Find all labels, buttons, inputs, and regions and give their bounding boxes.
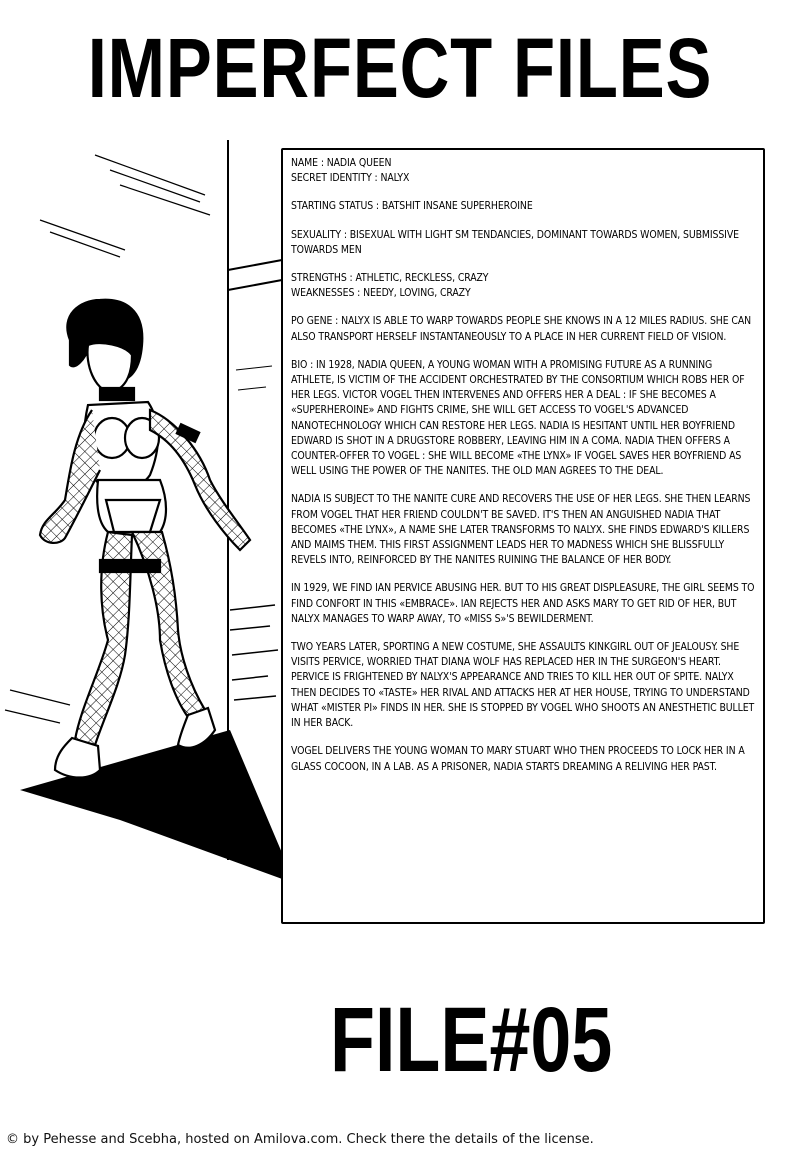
starting-status: STARTING STATUS : BATSHIT INSANE SUPERHEROINE	[291, 200, 533, 213]
sexuality: SEXUALITY : BISEXUAL WITH LIGHT SM TENDANCIES, DOMINANT TOWARDS WOMEN, SUBMISSIVE TOWARDS MEN	[291, 228, 739, 256]
traits-block	[291, 271, 755, 301]
heroine	[40, 300, 250, 778]
nadia-queen-figure	[0, 140, 290, 900]
bio-paragraph-4: TWO YEARS LATER, SPORTING A NEW COSTUME, SHE ASSAULTS KINKGIRL OUT OF JEALOUSY. SHE VISITS PERVICE, WORRIED THAT DIANA WOLF HAS REPLACED HER IN THE SURGEON'S HEART. PERVICE IS FRIGHTENED BY NALYX'S APPEARANCE AND TRIES TO KILL HER OUT OF SPITE. NALYX THEN DECIDES TO «TASTE» HER RIVAL AND ATTACKS HER AT HER HOUSE, TRYING TO UNDERSTAND WHAT «MISTER PI» FINDS IN HER. SHE IS STOPPED BY VOGEL WHO SHOOTS AN ANESTHETIC BULLET IN HER BACK.	[291, 641, 755, 730]
bio-paragraph-2: NADIA IS SUBJECT TO THE NANITE CURE AND RECOVERS THE USE OF HER LEGS. SHE THEN LEARNS FROM VOGEL THAT HER FRIEND COULDN'T BE SAVED. IT'S THEN AN ANGUISHED NADIA THAT BECOMES «THE LYNX», A NAME SHE LATER TRANSFORMS TO NALYX. SHE FINDS EDWARD'S KILLERS AND MAIMS THEM. THIS FIRST ASSIGNMENT LEADS HER TO MADNESS WHICH SHE BLISSFULLY REVELS INTO, REINFORCED BY THE NANITES RUINING THE BALANCE OF HER BODY.	[291, 493, 751, 567]
file-number: FILE#05	[330, 989, 613, 1091]
bio-paragraph-5: VOGEL DELIVERS THE YOUNG WOMAN TO MARY STUART WHO THEN PROCEEDS TO LOCK HER IN A GLASS COCOON, IN A LAB. AS A PRISONER, NADIA STARTS DREAMING A RELIVING HER PAST.	[291, 745, 745, 773]
bio-paragraph-3: IN 1929, WE FIND IAN PERVICE ABUSING HER. BUT TO HIS GREAT DISPLEASURE, THE GIRL SEEMS TO FIND CONFORT IN THIS «EMBRACE». IAN REJECTS HER AND ASKS MARY TO GET RID OF HER, BUT NALYX MANAGES TO WARP AWAY, TO «MISS S»'S BEWILDERMENT.	[291, 582, 755, 625]
name-line: NAME : NADIA QUEEN	[291, 157, 392, 169]
identity-block	[291, 156, 755, 186]
bio-paragraph-1: BIO : IN 1928, NADIA QUEEN, A YOUNG WOMAN WITH A PROMISING FUTURE AS A RUNNING ATHLETE, IS VICTIM OF THE ACCIDENT ORCHESTRATED BY THE CONSORTIUM WHICH ROBS HER OF HER LEGS. VICTOR VOGEL THEN INTERVENES AND OFFERS HER A DEAL : IF SHE BECOMES A «SUPERHEROINE» AND FIGHTS CRIME, SHE WILL GET ACCESS TO VOGEL'S ADVANCED NANOTECHNOLOGY WHICH CAN RESTORE HER LEGS. NADIA IS HESITANT UNTIL HER BOYFRIEND EDWARD IS SHOT IN A DRUGSTORE ROBBERY, LEAVING HIM IN A COMA. NADIA THEN OFFERS A COUNTER-OFFER TO VOGEL : SHE WILL BECOME «THE LYNX» IF VOGEL SAVES HER BOYFRIEND AS WELL USING THE POWER OF THE NANITES. THE OLD MAN AGREES TO THE DEAL.	[291, 358, 745, 478]
weaknesses-line: WEAKNESSES : NEEDY, LOVING, CRAZY	[291, 287, 471, 300]
secret-identity-line: SECRET IDENTITY : NALYX	[291, 172, 410, 185]
page-title: IMPERFECT FILES	[87, 21, 713, 115]
po-gene: PO GENE : NALYX IS ABLE TO WARP TOWARDS PEOPLE SHE KNOWS IN A 12 MILES RADIUS. SHE CAN ALSO TRANSPORT HERSELF INSTANTANEOUSLY TO A PLACE IN HER CURRENT FIELD OF VISION.	[291, 315, 752, 343]
license-credit: © by Pehesse and Scebha, hosted on Amilova.com. Check there the details of the license.	[6, 1132, 594, 1147]
character-file-panel	[281, 148, 765, 924]
strengths-line: STRENGTHS : ATHLETIC, RECKLESS, CRAZY	[291, 272, 489, 285]
